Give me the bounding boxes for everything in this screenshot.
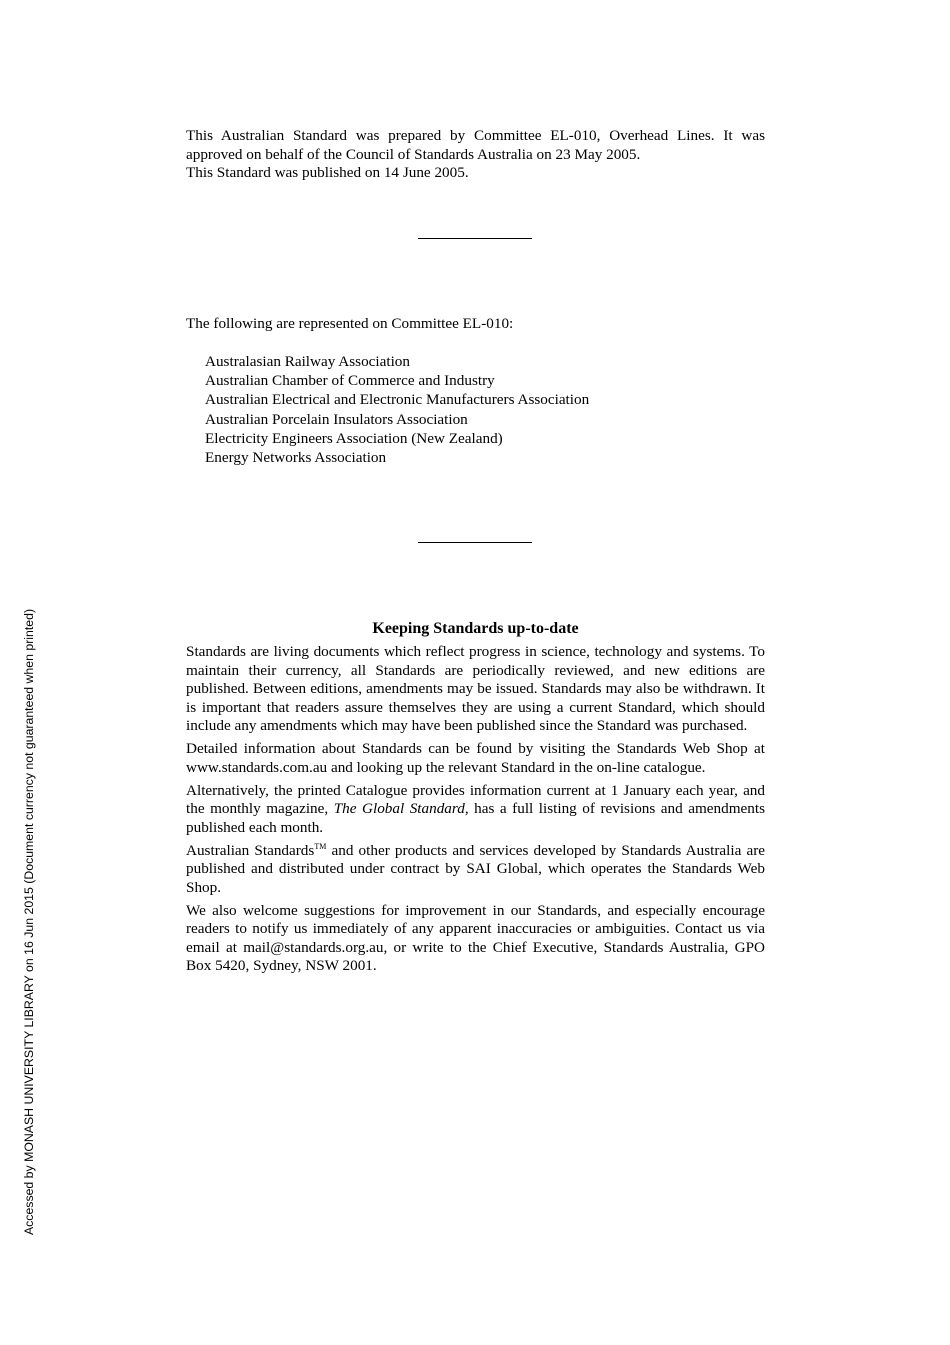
- committee-member: Energy Networks Association: [205, 449, 387, 467]
- distribution-text-end: and other products and services developed by Standards Australia are published and distributed under contract by SAI Global, which operates the Standards Web Shop.: [186, 841, 765, 896]
- section-divider: [418, 238, 532, 239]
- paragraph-living-documents: Standards are living documents which reflect progress in science, technology and systems. To maintain their currency, all Standards are periodically reviewed, and new editions are published. Between editions, amendments may be issued. Standards may also be withdrawn. It is important that readers assure themselves they are using a current Standard, which should include any amendments which may have been published since the Standard was purchased.: [186, 643, 765, 734]
- paragraph-web-shop: Detailed information about Standards can be found by visiting the Standards Web Shop at www.standards.com.au and looking up the relevant Standard in the on-line catalogue.: [186, 740, 765, 776]
- access-watermark: Accessed by MONASH UNIVERSITY LIBRARY on 16 Jun 2015 (Document currency not guaranteed when printed): [22, 608, 36, 1236]
- committee-member: Australian Chamber of Commerce and Industry: [205, 372, 495, 390]
- committee-member: Australian Electrical and Electronic Manufacturers Association: [205, 391, 590, 409]
- catalogue-text-end: , has a full listing of revisions and amendments published each month.: [186, 800, 766, 836]
- committee-intro: The following are represented on Committee EL-010:: [186, 315, 514, 332]
- paragraph-distribution: [186, 842, 765, 898]
- committee-member: Electricity Engineers Association (New Zealand): [205, 429, 503, 447]
- paragraph-catalogue: [186, 782, 765, 838]
- catalogue-text: Alternatively, the printed Catalogue provides information current at 1 January each year, and the monthly magazine,: [186, 781, 765, 817]
- approval-text: This Australian Standard was prepared by Committee EL-010, Overhead Lines. It was approved on behalf of the Council of Standards Australia on 23 May 2005.: [186, 127, 765, 163]
- committee-member: Australian Porcelain Insulators Association: [205, 410, 468, 428]
- trademark-mark: TM: [314, 841, 327, 851]
- committee-member-list: [205, 352, 765, 467]
- keeping-standards-body: [186, 643, 765, 976]
- distribution-text: Australian Standards: [186, 841, 315, 859]
- committee-member: Australasian Railway Association: [205, 353, 410, 370]
- paragraph-suggestions: We also welcome suggestions for improvement in our Standards, and especially encourage readers to notify us immediately of any apparent inaccuracies or ambiguities. Contact us via email at mail@standards.org.au, or write to the Chief Executive, Standards Australia, GPO Box 5420, Sydney, NSW 2001.: [186, 901, 765, 974]
- preparation-statement: [186, 127, 765, 183]
- magazine-title: The Global Standard: [333, 800, 465, 817]
- publication-text: This Standard was published on 14 June 2005.: [186, 164, 469, 181]
- section-divider: [418, 542, 532, 543]
- keeping-standards-heading: Keeping Standards up-to-date: [372, 620, 579, 637]
